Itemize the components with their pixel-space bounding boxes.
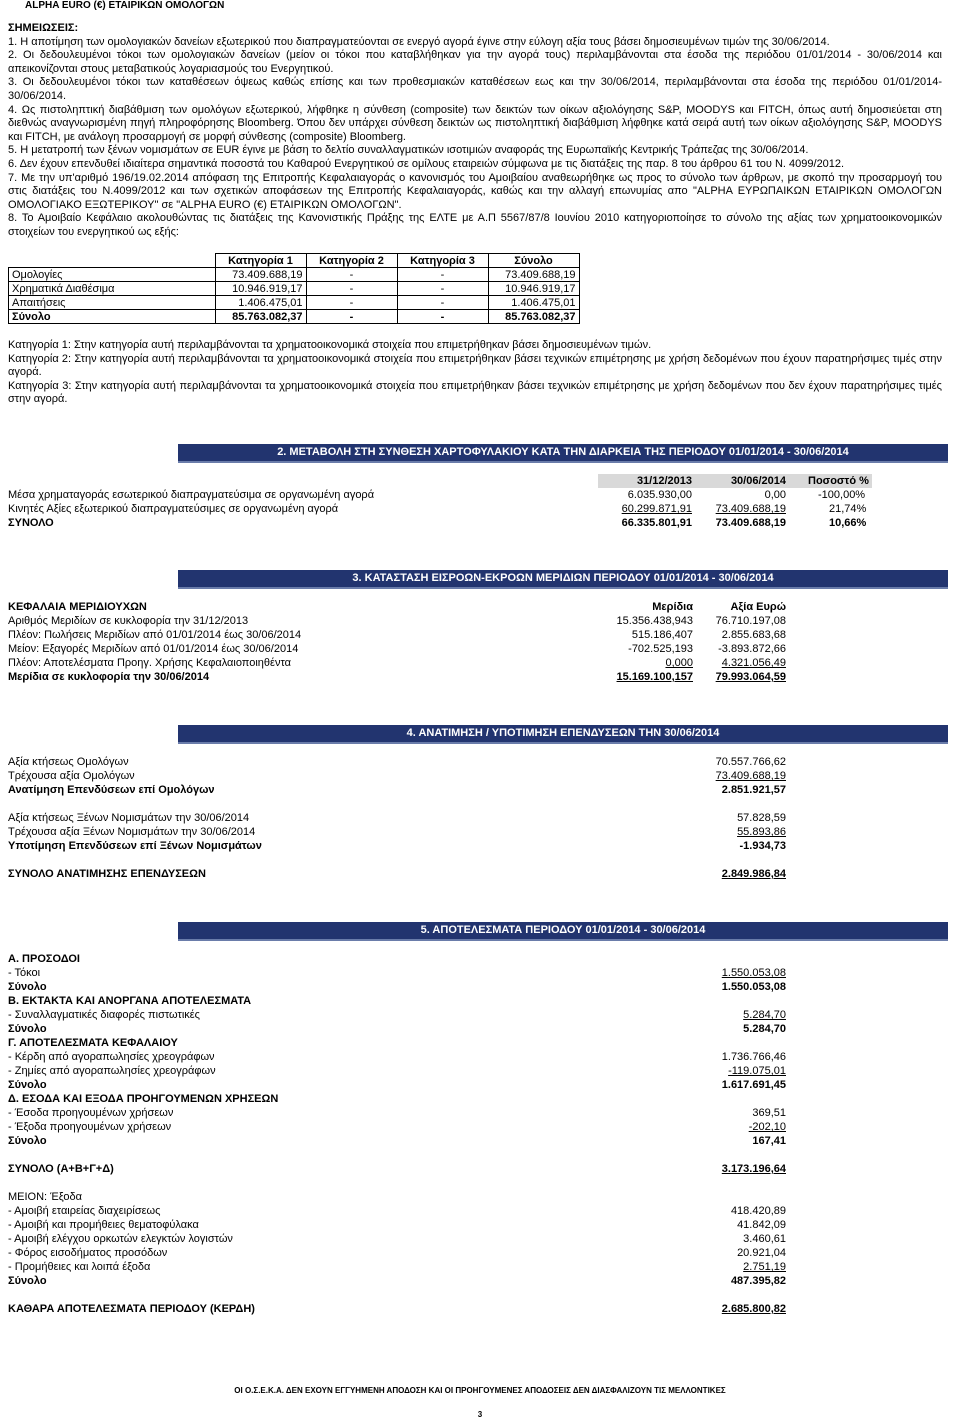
cell-value: -1.934,73 xyxy=(739,840,786,852)
category-3-header: Κατηγορία 3 xyxy=(397,254,488,268)
table-row-total xyxy=(8,670,788,684)
table-row xyxy=(8,1106,788,1120)
cell-c3: - xyxy=(397,296,488,310)
row-label: Σύνολο xyxy=(9,310,216,324)
table-row xyxy=(9,296,580,310)
row-label: Τρέχουσα αξία Ξένων Νομισμάτων την 30/06/2014 xyxy=(8,826,256,838)
col-percent: Ποσοστό % xyxy=(808,475,869,487)
row-label: Γ. ΑΠΟΤΕΛΕΣΜΑΤΑ ΚΕΦΑΛΑΙΟΥ xyxy=(8,1037,178,1049)
cell-c1: 85.763.082,37 xyxy=(215,310,306,324)
cell-value: -202,10 xyxy=(748,1121,786,1133)
row-label: Μέσα χρηματαγοράς εσωτερικού διαπραγματεύσιμα σε οργανωμένη αγορά xyxy=(8,489,375,501)
table-row xyxy=(8,502,867,516)
cell-value: 5.284,70 xyxy=(743,1023,786,1035)
cell-c2: - xyxy=(306,310,397,324)
cell-2014: 0,00 xyxy=(764,489,786,501)
table-row xyxy=(8,769,788,783)
cell-value: -119.075,01 xyxy=(728,1065,786,1077)
row-label: Πλέον: Πωλήσεις Μεριδίων από 01/01/2014 έως 30/06/2014 xyxy=(8,629,302,641)
cell-value: 167,41 xyxy=(752,1135,786,1147)
cell-percent: 21,74% xyxy=(829,503,867,515)
cell-c3: - xyxy=(397,282,488,296)
row-label: Αξία κτήσεως Ομολόγων xyxy=(8,756,129,768)
row-label: Σύνολο xyxy=(8,1275,47,1287)
cell-c1: 73.409.688,19 xyxy=(215,268,306,282)
row-label: Ομολογίες xyxy=(9,268,216,282)
table-row-total xyxy=(8,783,788,797)
table-row-grand-total xyxy=(8,1162,788,1176)
table-row xyxy=(8,614,788,628)
table-row xyxy=(8,1218,788,1232)
category-notes xyxy=(8,339,942,407)
notes-heading: ΣΗΜΕΙΩΣΕΙΣ: xyxy=(8,22,79,34)
row-label: - Τόκοι xyxy=(8,967,41,979)
table-row-grand-total xyxy=(8,867,788,881)
cell-value: 1.617.691,45 xyxy=(721,1079,786,1091)
row-label: Απαιτήσεις xyxy=(9,296,216,310)
table-row xyxy=(8,488,866,502)
row-label: - Φόρος εισοδήματος προσόδων xyxy=(8,1247,168,1259)
section-2-title: 2. ΜΕΤΑΒΟΛΗ ΣΤΗ ΣΥΝΘΕΣΗ ΧΑΡΤΟΦΥΛΑΚΙΟΥ ΚΑΤΑ ΤΗΝ ΔΙΑΡΚΕΙΑ ΤΗΣ ΠΕΡΙΟΔΟΥ 01/01/2014 - 30/06/2014 xyxy=(178,444,948,463)
cell-value: 2.685.800,82 xyxy=(721,1303,786,1315)
cell-value: 1.550.053,08 xyxy=(721,967,786,979)
cell-units: 0,000 xyxy=(665,657,693,669)
row-label: ΣΥΝΟΛΟ (Α+Β+Γ+Δ) xyxy=(8,1163,114,1175)
section-5-title: 5. ΑΠΟΤΕΛΕΣΜΑΤΑ ΠΕΡΙΟΔΟΥ 01/01/2014 - 30/06/2014 xyxy=(178,922,948,941)
cell-value: 4.321.056,49 xyxy=(721,657,786,669)
cell-2014: 73.409.688,19 xyxy=(715,503,786,515)
table-row xyxy=(9,282,580,296)
category-note-3: Κατηγορία 3: Στην κατηγορία αυτή περιλαμβάνονται τα χρηματοοικονομικά στοιχεία που επιμετρήθηκαν βάσει τεχνικών επιμέτρησης με χρήση δεδομένων που δεν έχουν παρατηρήσιμες τιμές στην αγορά. xyxy=(8,379,942,406)
cell-value: 70.557.766,62 xyxy=(715,756,786,768)
cell-value: 1.550.053,08 xyxy=(721,981,786,993)
cell-value: 1.736.766,46 xyxy=(721,1051,786,1063)
cell-c2: - xyxy=(306,268,397,282)
table-row-total xyxy=(8,1078,788,1092)
table-row xyxy=(8,1064,788,1078)
section-4-title: 4. ΑΝΑΤΙΜΗΣΗ / ΥΠΟΤΙΜΗΣΗ ΕΠΕΝΔΥΣΕΩΝ ΤΗΝ 30/06/2014 xyxy=(178,725,948,744)
table-row xyxy=(8,1232,788,1246)
category-note-1: Κατηγορία 1: Στην κατηγορία αυτή περιλαμβάνονται τα χρηματοοικονομικά στοιχεία που επιμετρήθηκαν βάσει δημοσιευμένων τιμών. xyxy=(8,339,652,351)
cell-2013: 60.299.871,91 xyxy=(621,503,692,515)
cell-total: 1.406.475,01 xyxy=(488,296,579,310)
cell-value: 3.173.196,64 xyxy=(721,1163,786,1175)
shareholders-capital-heading: ΚΕΦΑΛΑΙΑ ΜΕΡΙΔΙΟΥΧΩΝ xyxy=(8,601,147,613)
cell-value: 418.420,89 xyxy=(730,1205,786,1217)
table-row-total xyxy=(8,980,788,994)
cell-c1: 10.946.919,17 xyxy=(215,282,306,296)
cell-total: 73.409.688,19 xyxy=(488,268,579,282)
cell-c1: 1.406.475,01 xyxy=(215,296,306,310)
cell-total: 85.763.082,37 xyxy=(488,310,579,324)
note-2: 2. Οι δεδουλευμένοι τόκοι των ομολογιακών δανείων (μείον οι τόκοι που καταβλήθηκαν για την αγορά τους) περιλαμβάνονται στα έσοδα της περιόδου 01/01/2014 - 30/06/2014 και απεικονίζονται στους μεταβατικούς λογαριασμούς του Ενεργητικού. xyxy=(8,49,942,75)
notes-section xyxy=(8,22,942,240)
document-header: ALPHA EURO (€) ΕΤΑΙΡΙΚΩΝ ΟΜΟΛΟΓΩΝ xyxy=(25,0,225,11)
group-heading xyxy=(8,952,788,966)
category-1-header: Κατηγορία 1 xyxy=(215,254,306,268)
category-2-header: Κατηγορία 2 xyxy=(306,254,397,268)
cell-value: 2.849.986,84 xyxy=(721,868,786,880)
col-30-06-2014: 30/06/2014 xyxy=(730,475,786,487)
cell-value: 369,51 xyxy=(752,1107,786,1119)
row-label: - Αμοιβή ελέγχου ορκωτών ελεγκτών λογιστών xyxy=(8,1233,233,1245)
table-row xyxy=(8,1050,788,1064)
cell-c3: - xyxy=(397,268,488,282)
table-row xyxy=(8,1260,788,1274)
cell-value: 2.855.683,68 xyxy=(721,629,786,641)
table-row xyxy=(8,1204,788,1218)
row-label: Β. ΕΚΤΑΚΤΑ ΚΑΙ ΑΝΟΡΓΑΝΑ ΑΠΟΤΕΛΕΣΜΑΤΑ xyxy=(8,995,252,1007)
row-label: Σύνολο xyxy=(8,981,47,993)
table-row xyxy=(8,656,788,670)
group-heading xyxy=(8,1190,788,1204)
cell-c3: - xyxy=(397,310,488,324)
group-heading xyxy=(8,1036,788,1050)
table-row-total xyxy=(8,839,788,853)
section-2-header-row xyxy=(8,474,869,488)
row-label: Δ. ΕΣΟΔΑ ΚΑΙ ΕΞΟΔΑ ΠΡΟΗΓΟΥΜΕΝΩΝ ΧΡΗΣΕΩΝ xyxy=(8,1093,279,1105)
table-row-grand-total xyxy=(8,1302,788,1316)
table-row xyxy=(8,642,788,656)
cell-2013: 66.335.801,91 xyxy=(621,517,692,529)
row-label: Σύνολο xyxy=(8,1135,47,1147)
cell-percent: -100,00% xyxy=(818,489,866,501)
table-row-total xyxy=(8,1022,788,1036)
row-label: - Έξοδα προηγουμένων χρήσεων xyxy=(8,1121,172,1133)
row-label: ΣΥΝΟΛΟ ΑΝΑΤΙΜΗΣΗΣ ΕΠΕΝΔΥΣΕΩΝ xyxy=(8,868,206,880)
cell-units: 515.186,407 xyxy=(631,629,693,641)
row-label: Αξία κτήσεως Ξένων Νομισμάτων την 30/06/2014 xyxy=(8,812,250,824)
row-label: Σύνολο xyxy=(8,1079,47,1091)
table-row xyxy=(8,966,788,980)
row-label: Ανατίμηση Επενδύσεων επί Ομολόγων xyxy=(8,784,215,796)
row-label: - Ζημίες από αγοραπωλησίες χρεογράφων xyxy=(8,1065,216,1077)
table-row xyxy=(8,628,788,642)
cell-value: 57.828,59 xyxy=(737,812,786,824)
row-label: - Αμοιβή εταιρείας διαχειρίσεως xyxy=(8,1205,161,1217)
cell-c2: - xyxy=(306,282,397,296)
note-8: 8. Το Αμοιβαίο Κεφάλαιο ακολουθώντας τις διατάξεις της Κανονιστικής Πράξης της ΕΛΤΕ με Α.Π 5567/87/8 Ιουνίου 2010 κατηγοριοποίησε το σύνολο της αξίας των χρηματοοικονομικών στοιχείων του ενεργητικού ως εξής: xyxy=(8,212,942,238)
row-label: Μερίδια σε κυκλοφορία την 30/06/2014 xyxy=(8,671,210,683)
col-31-12-2013: 31/12/2013 xyxy=(636,475,692,487)
cell-value: -3.893.872,66 xyxy=(718,643,786,655)
table-row-total xyxy=(9,310,580,324)
row-label: - Προμήθειες και λοιπά έξοδα xyxy=(8,1261,151,1273)
row-label: - Κέρδη από αγοραπωλησίες χρεογράφων xyxy=(8,1051,215,1063)
footer-disclaimer: ΟΙ Ο.Σ.Ε.Κ.Α. ΔΕΝ ΕΧΟΥΝ ΕΓΓΥΗΜΕΝΗ ΑΠΟΔΟΣΗ ΚΑΙ ΟΙ ΠΡΟΗΓΟΥΜΕΝΕΣ ΑΠΟΔΟΣΕΙΣ ΔΕΝ ΔΙΑΣΦΑΛΙΖΟΥΝ ΤΙΣ ΜΕΛΛΟΝΤΙΚΕΣ xyxy=(234,1386,726,1395)
category-table xyxy=(8,253,580,324)
cell-units: 15.356.438,943 xyxy=(616,615,693,627)
cell-value: 55.893,86 xyxy=(737,826,786,838)
cell-value: 41.842,09 xyxy=(737,1219,786,1231)
cell-2014: 73.409.688,19 xyxy=(715,517,786,529)
row-label: Χρηματικά Διαθέσιμα xyxy=(9,282,216,296)
cell-value: 2.851.921,57 xyxy=(721,784,786,796)
category-note-2: Κατηγορία 2: Στην κατηγορία αυτή περιλαμβάνονται τα χρηματοοικονομικά στοιχεία που επιμετρήθηκαν βάσει τεχνικών επιμέτρησης με χρήση δεδομένων που έχουν παρατηρήσιμες τιμές στην αγορά. xyxy=(8,352,942,379)
group-heading xyxy=(8,1092,788,1106)
cell-percent: 10,66% xyxy=(829,517,867,529)
row-label: Υποτίμηση Επενδύσεων επί Ξένων Νομισμάτων xyxy=(8,840,262,852)
cell-2013: 6.035.930,00 xyxy=(627,489,692,501)
cell-value: 5.284,70 xyxy=(743,1009,786,1021)
note-5: 5. Η μετατροπή των ξένων νομισμάτων σε EUR έγινε με βάση το δελτίο συναλλαγματικών ισοτιμιών αναφοράς της Ευρωπαϊκής Κεντρικής Τράπεζας της 30/06/2014. xyxy=(8,144,809,157)
col-units: Μερίδια xyxy=(652,601,693,613)
cell-c2: - xyxy=(306,296,397,310)
row-label: Σύνολο xyxy=(8,1023,47,1035)
col-value: Αξία Ευρώ xyxy=(730,601,786,613)
cell-units: -702.525,193 xyxy=(628,643,693,655)
table-row-total xyxy=(8,516,867,530)
row-label: ΣΥΝΟΛΟ xyxy=(8,517,54,529)
cell-units: 15.169.100,157 xyxy=(616,671,693,683)
row-label: - Αμοιβή και προμήθειες θεματοφύλακα xyxy=(8,1219,199,1231)
table-row-total xyxy=(8,1274,788,1288)
row-label: - Συναλλαγματικές διαφορές πιστωτικές xyxy=(8,1009,200,1021)
cell-value: 73.409.688,19 xyxy=(715,770,786,782)
category-header-row xyxy=(9,254,580,268)
cell-total: 10.946.919,17 xyxy=(488,282,579,296)
row-label: Μείον: Εξαγορές Μεριδίων από 01/01/2014 έως 30/06/2014 xyxy=(8,643,299,655)
cell-value: 2.751,19 xyxy=(743,1261,786,1273)
cell-value: 487.395,82 xyxy=(730,1275,786,1287)
table-row xyxy=(8,825,788,839)
table-row-total xyxy=(8,1134,788,1148)
row-label: Τρέχουσα αξία Ομολόγων xyxy=(8,770,135,782)
note-1: 1. Η αποτίμηση των ομολογιακών δανείων εξωτερικού που διαπραγματεύονται σε ενεργό αγορά έγινε στην εύλογη αξία τους βάσει δημοσιευμένων τιμών της 30/06/2014. xyxy=(8,35,830,48)
row-label: Αριθμός Μεριδίων σε κυκλοφορία την 31/12/2013 xyxy=(8,615,249,627)
row-label: ΜΕΙΟΝ: Έξοδα xyxy=(8,1191,83,1203)
table-row xyxy=(9,268,580,282)
section-3-header-row xyxy=(8,600,788,614)
page-number: 3 xyxy=(477,1410,483,1419)
cell-value: 3.460,61 xyxy=(743,1233,786,1245)
section-3-title: 3. ΚΑΤΑΣΤΑΣΗ ΕΙΣΡΟΩΝ-ΕΚΡΟΩΝ ΜΕΡΙΔΙΩΝ ΠΕΡΙΟΔΟΥ 01/01/2014 - 30/06/2014 xyxy=(178,570,948,589)
table-row xyxy=(8,811,788,825)
group-heading xyxy=(8,994,788,1008)
cell-value: 79.993.064,59 xyxy=(715,671,786,683)
note-3: 3. Οι δεδουλευμένοι τόκοι των καταθέσεων όψεως καθώς επίσης και των προθεσμιακών καταθέσεων εως και την 30/06/2014, περιλαμβάνονται στα έσοδα της περιόδου 01/01/2014-30/06/2014. xyxy=(8,76,942,102)
cell-value: 20.921,04 xyxy=(737,1247,786,1259)
note-4: 4. Ως πιστοληπτική διαβάθμιση των ομολόγων εξωτερικού, λήφθηκε η σύνθεση (composite) των δεικτών των οίκων αξιολόγησης S&P, MOODYS και FITCH, όπως αυτή δημοσιεύεται στη διεθνώς αναγνωρισμένη πηγή πληροφόρησης Bloomberg. Όπου δεν υπάρχει σύνθεση δεικτών ως πιστοληπτική διαβάθμιση λήφθηκε κατά σειρά αυτή των οίκων αξιολόγησης S&P, MOODYS και FITCH, με ανάλογη προσαρμογή σε μορφή σύνθεσης (composite) Bloomberg. xyxy=(8,103,942,143)
note-6: 6. Δεν έχουν επενδυθεί ιδιαίτερα σημαντικά ποσοστά του Καθαρού Ενεργητικού σε ομίλους εταιρειών σύμφωνα με τις διατάξεις της παρ. 8 του άρθρου 61 του Ν. 4099/2012. xyxy=(8,157,845,170)
row-label: Κινητές Αξίες εξωτερικού διαπραγματεύσιμες σε οργανωμένη αγορά xyxy=(8,503,339,515)
row-label: Α. ΠΡΟΣΟΔΟΙ xyxy=(8,953,80,965)
table-row xyxy=(8,1008,788,1022)
note-7: 7. Με την υπ'αριθμό 196/19.02.2014 απόφαση της Επιτροπής Κεφαλαιαγοράς ο κανονισμός του Αμοιβαίου αναθεωρήθηκε ως προς το σύνολο των άρθρων, με σκοπό την προσαρμογή του στις διατάξεις του Ν.4099/2012 και των σχετικών αποφάσεων της Επιτροπής Κεφαλαιαγοράς, καθώς και την αλλαγή επωνυμίας απο "ALPHA ΕΥΡΩΠΑΙΚΩΝ ΕΤΑΙΡΙΚΩΝ ΟΜΟΛΟΓΩΝ ΟΜΟΛΟΓΙΑΚΟ ΕΞΩΤΕΡΙΚΟΥ" σε "ALPHA EURO (€) ΕΤΑΙΡΙΚΩΝ ΟΜΟΛΟΓΩΝ". xyxy=(8,171,942,211)
row-label: ΚΑΘΑΡΑ ΑΠΟΤΕΛΕΣΜΑΤΑ ΠΕΡΙΟΔΟΥ (ΚΕΡΔΗ) xyxy=(8,1303,255,1315)
table-row xyxy=(8,1246,788,1260)
table-row xyxy=(8,755,788,769)
category-total-header: Σύνολο xyxy=(488,254,579,268)
row-label: - Έσοδα προηγουμένων χρήσεων xyxy=(8,1107,174,1119)
table-row xyxy=(8,1120,788,1134)
cell-value: 76.710.197,08 xyxy=(715,615,786,627)
row-label: Πλέον: Αποτελέσματα Προηγ. Χρήσης Κεφαλαιοποιηθέντα xyxy=(8,657,291,669)
